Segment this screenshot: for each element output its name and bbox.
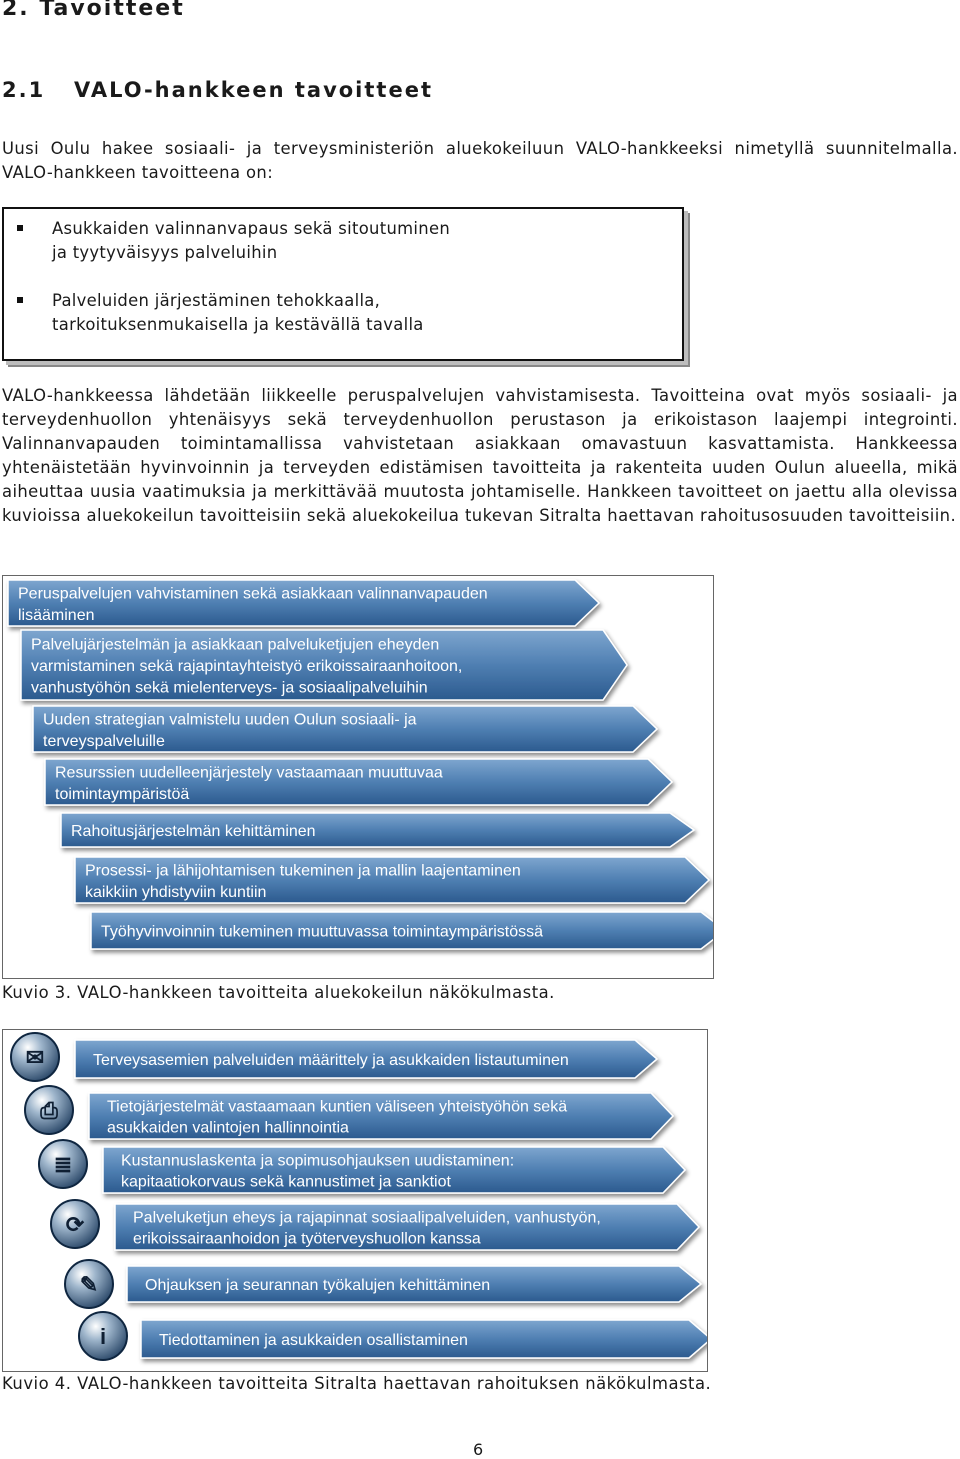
svg-text:≣: ≣ xyxy=(53,1152,73,1177)
page-number: 6 xyxy=(473,1440,484,1459)
goal-line: tarkoituksenmukaisella ja kestävällä tavalla xyxy=(52,315,424,334)
banner-text: asukkaiden valintojen hallinnointia xyxy=(107,1119,349,1137)
figure-4 xyxy=(2,1029,708,1372)
document-icon xyxy=(39,1140,87,1188)
banner-text: Prosessi- ja lähijohtamisen tukeminen ja mallin laajentaminen xyxy=(85,862,521,880)
svg-text:⎙: ⎙ xyxy=(40,1098,58,1123)
banner-text: kapitaatiokorvaus sekä kannustimet ja sanktiot xyxy=(121,1173,451,1191)
figure-4-banner xyxy=(25,1086,673,1139)
banner-text: Rahoitusjärjestelmän kehittäminen xyxy=(71,823,316,840)
banner-text: Tietojärjestelmät vastaamaan kuntien väliseen yhteistyöhön sekä xyxy=(107,1098,568,1116)
figure-3-banner xyxy=(91,912,714,949)
figure-3-banner xyxy=(33,706,657,752)
bullet-icon xyxy=(17,297,23,303)
banner-text: Uuden strategian valmistelu uuden Oulun sosiaali- ja xyxy=(43,711,417,729)
svg-text:✎: ✎ xyxy=(79,1272,99,1297)
printer-icon xyxy=(25,1086,73,1134)
banner-text: Palveluketjun eheys ja rajapinnat sosiaalipalveluiden, vanhustyön, xyxy=(133,1209,601,1227)
figure-3-caption: Kuvio 3. VALO-hankkeen tavoitteita aluekokeilun näkökulmasta. xyxy=(2,983,555,1002)
figure-4-banner xyxy=(51,1200,699,1250)
banner-text: Kustannuslaskenta ja sopimusohjauksen uudistaminen: xyxy=(121,1152,515,1170)
refresh-icon xyxy=(51,1200,99,1248)
goal-item xyxy=(4,289,552,337)
banner-text: Resurssien uudelleenjärjestely vastaamaan muuttuvaa xyxy=(55,764,443,782)
figure-3-banner xyxy=(75,857,709,903)
banner-text: Peruspalvelujen vahvistaminen sekä asiakkaan valinnanvapauden xyxy=(18,585,488,603)
goal-line: Asukkaiden valinnanvapaus sekä sitoutuminen xyxy=(52,219,451,238)
svg-text:⟳: ⟳ xyxy=(65,1212,85,1237)
envelope-icon xyxy=(11,1033,59,1081)
banner-text: kaikkiin yhdistyviin kuntiin xyxy=(85,883,267,901)
figure-4-banner xyxy=(79,1312,708,1360)
figure-4-banner xyxy=(11,1033,657,1081)
subsection-number: 2.1 xyxy=(2,78,46,102)
figure-3 xyxy=(2,575,714,979)
figure-4-banner xyxy=(65,1260,701,1308)
banner-text: terveyspalveluille xyxy=(43,732,165,750)
subsection-heading xyxy=(2,78,433,102)
section-heading: 2. Tavoitteet xyxy=(2,0,185,21)
figure-4-banner xyxy=(39,1140,685,1193)
figure-3-banner xyxy=(45,759,672,805)
subsection-title: VALO-hankkeen tavoitteet xyxy=(74,78,433,102)
banner-text: Tiedottaminen ja asukkaiden osallistaminen xyxy=(159,1332,468,1349)
figure-3-banner xyxy=(21,630,627,700)
banner-text: toimintaympäristöä xyxy=(55,785,190,803)
goal-line: Palveluiden järjestäminen tehokkaalla, xyxy=(52,291,381,310)
figure-4-caption: Kuvio 4. VALO-hankkeen tavoitteita Sitralta haettavan rahoituksen näkökulmasta. xyxy=(2,1374,712,1393)
wrench-icon xyxy=(65,1260,113,1308)
svg-text:i: i xyxy=(99,1324,107,1349)
figure-3-banner xyxy=(61,813,694,847)
figure-3-banner xyxy=(8,580,599,626)
figure-3-graphic xyxy=(3,576,714,979)
banner-text: Terveysasemien palveluiden määrittely ja asukkaiden listautuminen xyxy=(93,1052,569,1069)
intro-paragraph: Uusi Oulu hakee sosiaali- ja terveysministeriön aluekokeiluun VALO-hankkeeksi nimetyllä suunnitelmalla. VALO-hankkeen tavoitteena on: xyxy=(2,139,958,182)
goals-list xyxy=(4,217,682,337)
goals-box xyxy=(2,207,684,361)
bullet-icon xyxy=(17,225,23,231)
banner-text: Palvelujärjestelmän ja asiakkaan palveluketjujen eheyden xyxy=(31,636,440,654)
banner-text: varmistaminen sekä rajapintayhteistyö erikoissairaanhoitoon, xyxy=(31,658,463,675)
banner-text: lisääminen xyxy=(18,606,95,624)
goal-line: ja tyytyväisyys palveluihin xyxy=(52,243,278,262)
figure-4-graphic xyxy=(3,1030,708,1372)
banner-text: erikoissairaanhoidon ja työterveyshuollon kanssa xyxy=(133,1230,481,1248)
banner-text: Ohjauksen ja seurannan työkalujen kehittäminen xyxy=(145,1277,491,1294)
svg-text:✉: ✉ xyxy=(25,1045,45,1070)
body-paragraph: VALO-hankkeessa lähdetään liikkeelle peruspalvelujen vahvistamisesta. Tavoitteina ovat myös sosiaali- ja terveydenhuollon yhtenäisyys sekä terveydenhuollon perustason ja erikoistason laajempi integrointi. Valinnanvapauden toimintamallissa vahvistetaan asiakkaan omavastuun kasvattamista. Hankkeessa yhtenäistetään hyvinvoinnin ja terveyden edistämisen tavoitteita ja rakenteita uuden Oulun alueella, mikä aiheuttaa uusia vaatimuksia ja merkittävää muutosta johtamiselle. Hankkeen tavoitteet on jaettu alla olevissa kuvioissa aluekokeilun tavoitteisiin sekä aluekokeilua tukevan Sitralta haettavan rahoitusosuuden tavoitteisiin. xyxy=(2,386,958,525)
goal-item xyxy=(4,217,552,265)
info-icon xyxy=(79,1312,127,1360)
banner-text: vanhustyöhön sekä mielenterveys- ja sosiaalipalveluihin xyxy=(31,679,428,697)
banner-text: Työhyvinvoinnin tukeminen muuttuvassa toimintaympäristössä xyxy=(101,923,543,941)
